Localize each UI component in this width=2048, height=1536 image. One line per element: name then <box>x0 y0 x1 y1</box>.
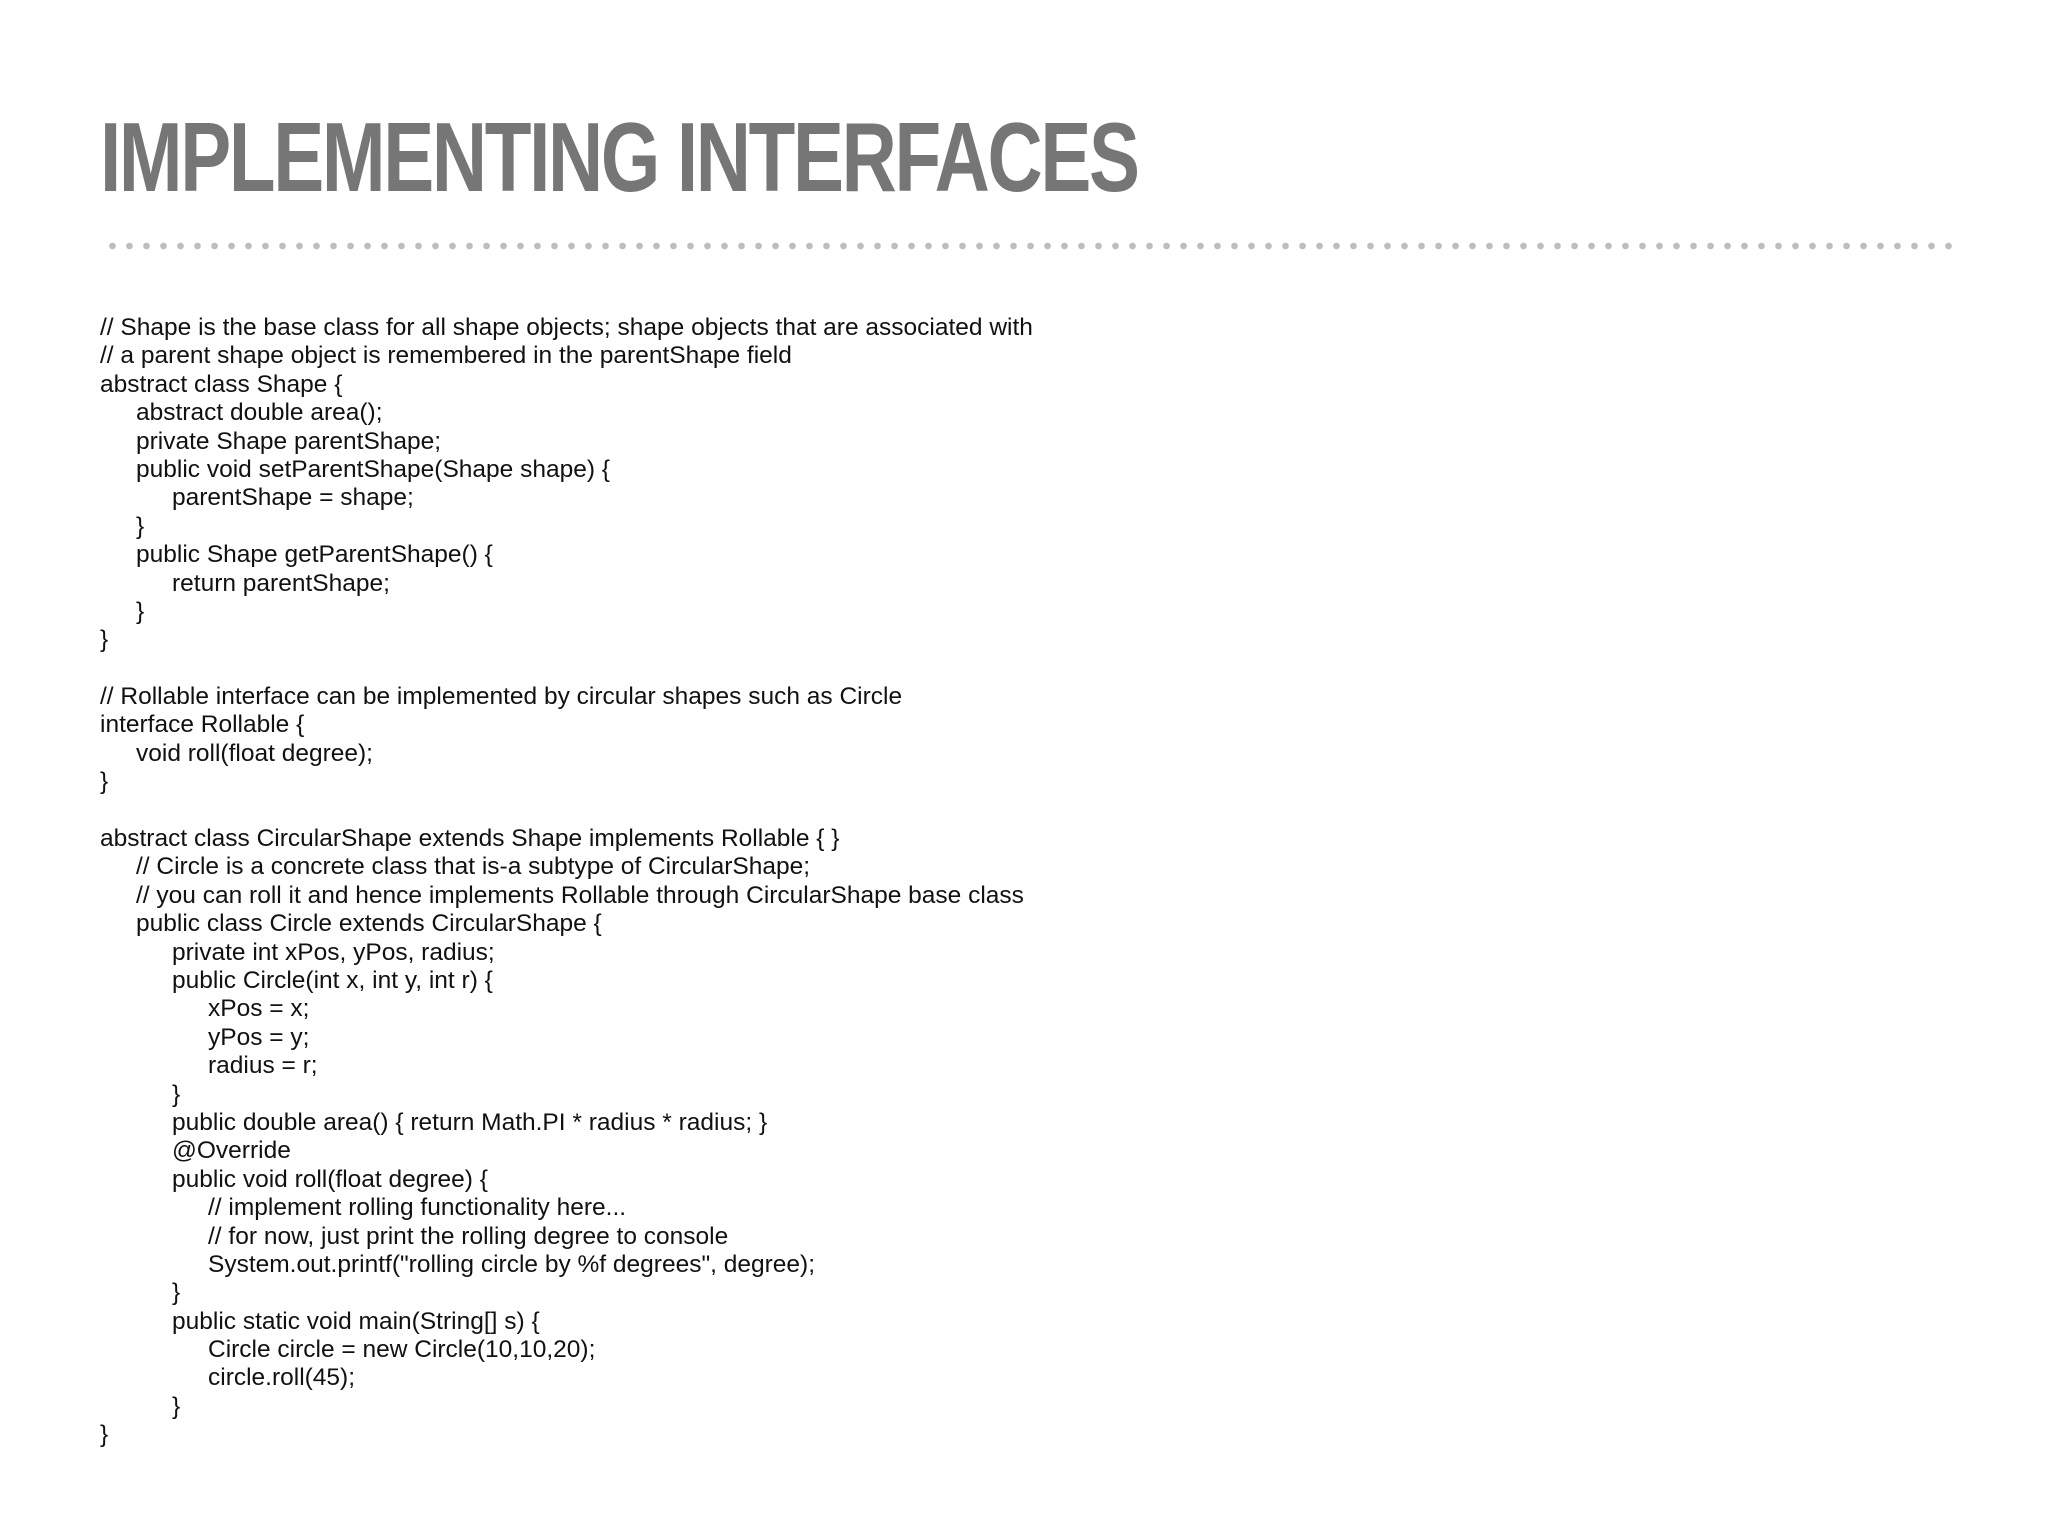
code-line: System.out.printf("rolling circle by %f degrees", degree); <box>208 1250 816 1278</box>
blank-line <box>100 797 1500 825</box>
code-line: // Rollable interface can be implemented by circular shapes such as Circle <box>100 683 903 711</box>
code-line: interface Rollable { <box>100 711 305 739</box>
code-line: private int xPos, yPos, radius; <box>172 938 495 966</box>
code-line: // Circle is a concrete class that is-a subtype of CircularShape; <box>136 853 811 881</box>
code-line: Circle circle = new Circle(10,10,20); <box>208 1336 596 1364</box>
code-line: parentShape = shape; <box>172 484 414 512</box>
code-block <box>100 314 1500 1450</box>
code-line: abstract class CircularShape extends Shape implements Rollable { } <box>100 825 840 853</box>
code-line: return parentShape; <box>172 569 390 597</box>
code-line: } <box>172 1392 181 1420</box>
code-line: public Shape getParentShape() { <box>136 541 493 569</box>
blank-line <box>100 655 1500 683</box>
code-line: public double area() { return Math.PI * radius * radius; } <box>172 1108 768 1136</box>
code-line: public Circle(int x, int y, int r) { <box>172 966 493 994</box>
code-line: void roll(float degree); <box>136 739 373 767</box>
code-line: } <box>172 1080 181 1108</box>
code-line: @Override <box>172 1137 291 1165</box>
code-line: // a parent shape object is remembered in the parentShape field <box>100 342 792 370</box>
code-line: yPos = y; <box>208 1023 310 1051</box>
code-line: private Shape parentShape; <box>136 427 442 455</box>
code-line: // for now, just print the rolling degree to console <box>208 1222 729 1250</box>
slide-title: IMPLEMENTING INTERFACES <box>100 102 1138 212</box>
code-line: // implement rolling functionality here... <box>208 1194 627 1222</box>
code-line: } <box>136 597 145 625</box>
code-line: public static void main(String[] s) { <box>172 1307 540 1335</box>
code-line: } <box>100 1421 109 1449</box>
code-line: } <box>100 626 109 654</box>
code-line: circle.roll(45); <box>208 1364 356 1392</box>
code-line: } <box>172 1279 181 1307</box>
code-line: public class Circle extends CircularShape { <box>136 910 602 938</box>
code-line: } <box>136 512 145 540</box>
code-line: abstract class Shape { <box>100 370 343 398</box>
code-line: abstract double area(); <box>136 399 383 427</box>
dotted-divider <box>104 242 1960 250</box>
code-line: public void roll(float degree) { <box>172 1165 488 1193</box>
code-line: // you can roll it and hence implements Rollable through CircularShape base class <box>136 881 1024 909</box>
code-line: public void setParentShape(Shape shape) { <box>136 455 610 483</box>
code-line: radius = r; <box>208 1052 318 1080</box>
code-line: } <box>100 768 109 796</box>
code-line: xPos = x; <box>208 995 310 1023</box>
code-line: // Shape is the base class for all shape objects; shape objects that are associated with <box>100 314 1033 341</box>
